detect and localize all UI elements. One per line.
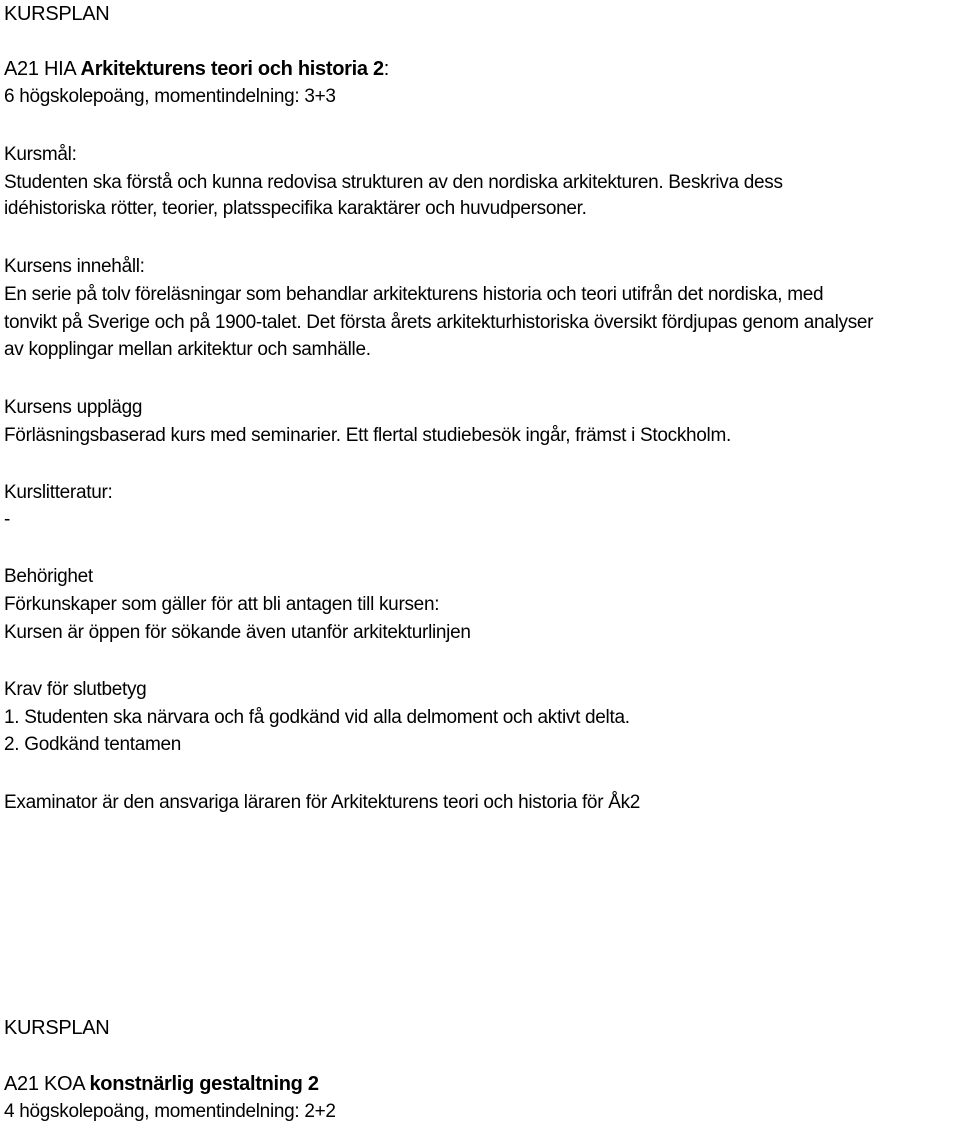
course1-grade-line: 1. Studenten ska närvara och få godkänd vid alla delmoment och aktivt delta. bbox=[4, 707, 630, 728]
course1-credits: 6 högskolepoäng, momentindelning: 3+3 bbox=[4, 86, 336, 107]
course1-goal-line: idéhistoriska rötter, teorier, platsspecifika karaktärer och huvudpersoner. bbox=[4, 198, 587, 219]
course1-content-line: av kopplingar mellan arkitektur och samhälle. bbox=[4, 339, 371, 360]
course1-goal-heading: Kursmål: bbox=[4, 144, 77, 165]
course2-code: A21 KOA bbox=[4, 1073, 85, 1095]
course2-credits: 4 högskolepoäng, momentindelning: 2+2 bbox=[4, 1101, 336, 1122]
course1-eligibility-line: Förkunskaper som gäller för att bli antagen till kursen: bbox=[4, 594, 440, 615]
course1-content-line: tonvikt på Sverige och på 1900-talet. Det första årets arkitekturhistoriska översikt fördjupas genom analyser bbox=[4, 312, 874, 333]
course1-header: KURSPLAN bbox=[4, 3, 110, 25]
course1-grade-line: 2. Godkänd tentamen bbox=[4, 734, 182, 755]
course2-header: KURSPLAN bbox=[4, 1017, 110, 1039]
course1-content-line: En serie på tolv föreläsningar som behandlar arkitekturens historia och teori utifrån det nordiska, med bbox=[4, 284, 824, 305]
course1-title: Arkitekturens teori och historia 2 bbox=[80, 58, 384, 80]
course1-literature-heading: Kurslitteratur: bbox=[4, 482, 113, 503]
course1-eligibility-heading: Behörighet bbox=[4, 566, 93, 587]
course1-goal-line: Studenten ska förstå och kunna redovisa strukturen av den nordiska arkitekturen. Beskriva dess bbox=[4, 172, 783, 193]
course1-content-heading: Kursens innehåll: bbox=[4, 256, 145, 277]
course1-code: A21 HIA bbox=[4, 58, 76, 80]
course1-structure-heading: Kursens upplägg bbox=[4, 397, 143, 418]
course1-title-line bbox=[4, 55, 389, 83]
course1-eligibility-line: Kursen är öppen för sökande även utanför arkitekturlinjen bbox=[4, 622, 471, 643]
course1-literature-text: - bbox=[4, 509, 11, 530]
course2-title: konstnärlig gestaltning 2 bbox=[89, 1073, 319, 1095]
course2-title-line bbox=[4, 1070, 319, 1098]
course1-examiner: Examinator är den ansvariga läraren för Arkitekturens teori och historia för Åk2 bbox=[4, 792, 641, 813]
course1-grade-heading: Krav för slutbetyg bbox=[4, 679, 147, 700]
course1-title-suffix: : bbox=[383, 58, 390, 80]
course1-structure-text: Förläsningsbaserad kurs med seminarier. Ett flertal studiebesök ingår, främst i Stockholm. bbox=[4, 425, 731, 446]
